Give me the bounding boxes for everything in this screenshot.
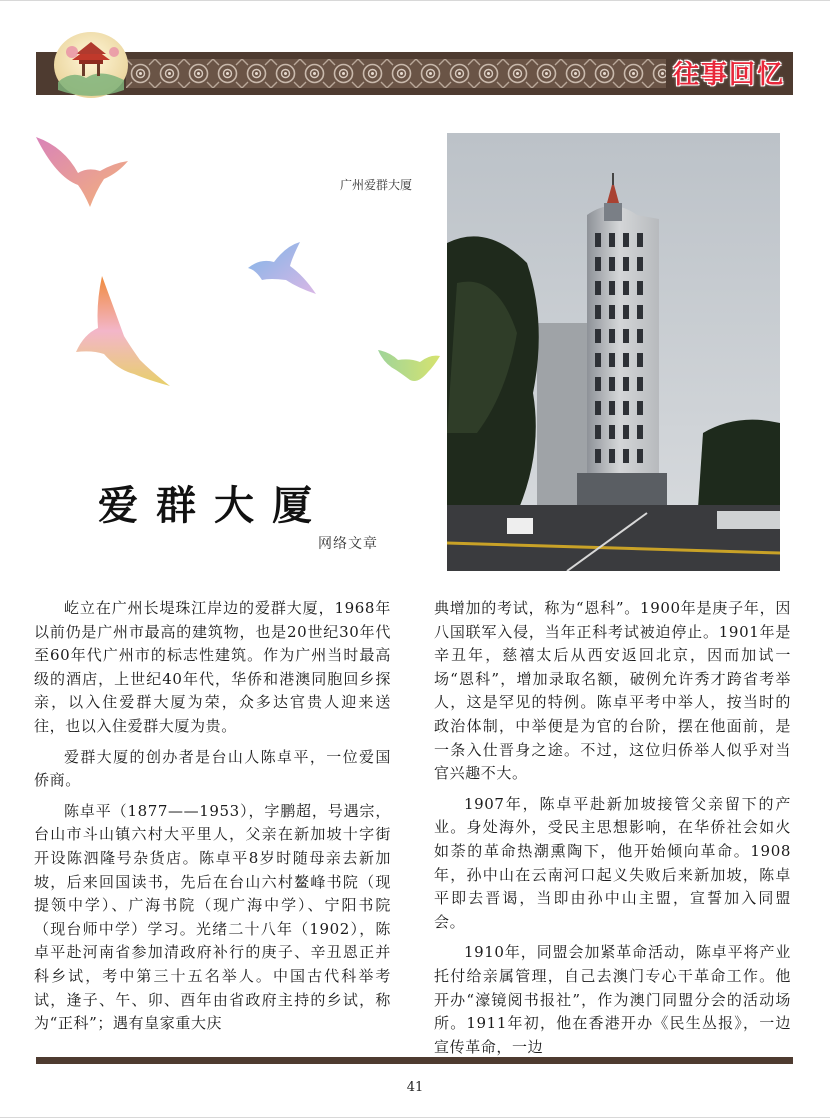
page-number: 41 (406, 1080, 424, 1095)
bird-blue-icon (246, 240, 318, 296)
article-title: 爱群大厦 (98, 483, 330, 529)
building-photo (447, 133, 780, 571)
bird-green-icon (376, 344, 442, 384)
paragraph: 陈卓平（1877——1953），字鹏超，号遇宗，台山市斗山镇六村大平里人，父亲在新加坡十字街开设陈泗隆号杂货店。陈卓平8岁时随母亲去新加坡，后来回国读书，先后在台山六村鳌峰书院（现提领中学）、广海书院（现广海中学）、宁阳书院（现台师中学）学习。光绪二十八年（1902），陈卓平赴河南省参加清政府补行的庚子、辛丑恩正并科乡试，考中第三十五名举人。中国古代科举考试，逢子、午、卯、酉年由省政府主持的乡试，称为“正科”；遇有皇家重大庆 (34, 801, 391, 1033)
paragraph: 爱群大厦的创办者是台山人陈卓平，一位爱国侨商。 (34, 747, 391, 790)
header-band (36, 52, 793, 95)
footer-rule (36, 1057, 793, 1064)
paragraph: 1907年，陈卓平赴新加坡接管父亲留下的产业。身处海外，受民主思想影响，在华侨社会如火如荼的革命热潮熏陶下，他开始倾向革命。1908年，孙中山在云南河口起义失败后来新加坡，陈卓平即去晋谒，当即由孙中山主盟，宣誓加入同盟会。 (434, 794, 791, 931)
body-column-left (34, 597, 391, 1043)
paragraph: 典增加的考试，称为“恩科”。1900年是庚子年，因八国联军入侵，当年正科考试被迫停止。1901年是辛丑年，慈禧太后从西安返回北京，因而加试一场“恩科”，增加录取名额，破例允许秀才跨省考举人，这是罕见的特例。陈卓平考中举人，按当时的政治体制，中举便是为官的台阶，摆在他面前，是一条入仕晋身之途。不过，这位归侨举人似乎对当官兴趣不大。 (434, 599, 791, 783)
paragraph: 1910年，同盟会加紧革命活动，陈卓平将产业托付给亲属管理，自己去澳门专心干革命工作。他开办“濠镜阅书报社”，作为澳门同盟分会的活动场所。1911年初，他在香港开办《民生丛报》，一边宣传革命，一边 (434, 943, 791, 1056)
paragraph: 屹立在广州长堤珠江岸边的爱群大厦，1968年以前仍是广州市最高的建筑物，也是20世纪30年代至60年代广州市的标志性建筑。作为广州当时最高级的酒店，上世纪40年代，华侨和港澳同胞回乡探亲，以入住爱群大厦为荣，众多达官贵人迎来送往，也以入住爱群大厦为贵。 (34, 599, 391, 735)
photo-caption: 广州爱群大厦 (340, 178, 413, 192)
ornament-pattern (126, 59, 666, 88)
section-title: 往事回忆 (672, 60, 785, 90)
body-column-right (434, 597, 791, 1066)
bird-rainbow-icon (74, 274, 172, 390)
article-source: 网络文章 (318, 536, 378, 552)
bird-pink-icon (34, 133, 130, 209)
pavilion-emblem-icon (52, 30, 130, 100)
